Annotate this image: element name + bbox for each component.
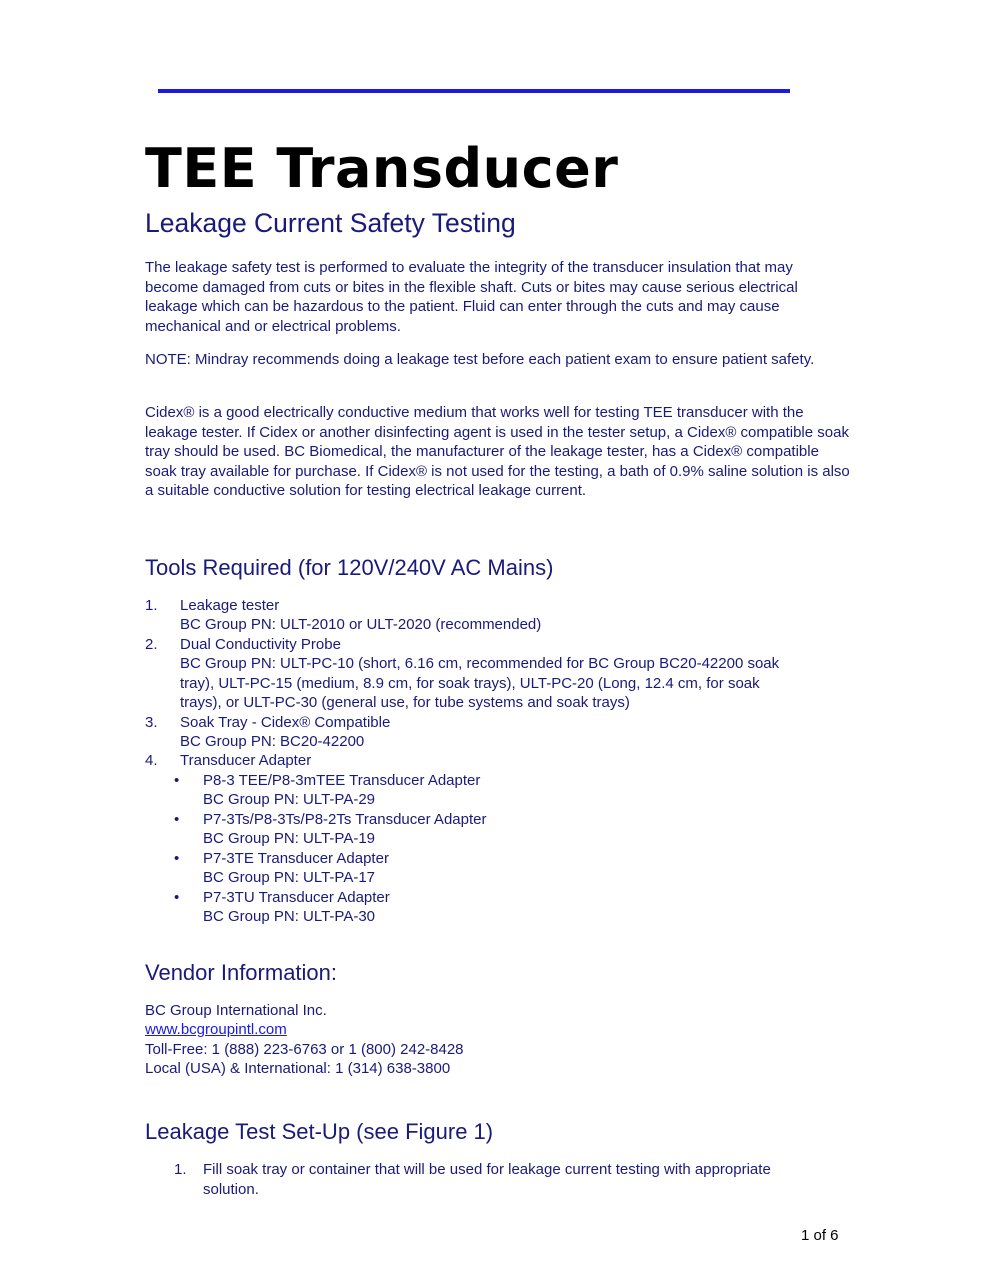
setup-heading: Leakage Test Set-Up (see Figure 1) <box>145 1119 494 1144</box>
adapter-pn: BC Group PN: ULT-PA-30 <box>203 908 376 925</box>
bullet-icon: • <box>174 772 180 789</box>
list-item-detail: BC Group PN: BC20-42200 <box>180 733 365 750</box>
adapter-name: P7-3TE Transducer Adapter <box>203 850 389 867</box>
adapter-name: P8-3 TEE/P8-3mTEE Transducer Adapter <box>203 772 481 789</box>
page-number: 1 of 6 <box>801 1227 839 1244</box>
list-item-detail: BC Group PN: ULT-2010 or ULT-2020 (recommended) <box>180 616 542 633</box>
vendor-heading: Vendor Information: <box>145 960 338 985</box>
adapter-pn: BC Group PN: ULT-PA-19 <box>203 830 376 847</box>
header-rule <box>158 89 790 93</box>
list-number: 3. <box>145 714 158 731</box>
adapter-name: P7-3Ts/P8-3Ts/P8-2Ts Transducer Adapter <box>203 811 487 828</box>
list-item-name: Leakage tester <box>180 597 280 614</box>
list-item-name: Dual Conductivity Probe <box>180 636 341 653</box>
list-number: 4. <box>145 752 158 769</box>
adapter-name: P7-3TU Transducer Adapter <box>203 889 390 906</box>
note-paragraph: NOTE: Mindray recommends doing a leakage test before each patient exam to ensure patient safety. <box>145 351 815 368</box>
list-item-name: Transducer Adapter <box>180 752 312 769</box>
step-text: solution. <box>203 1181 259 1198</box>
cidex-paragraph: Cidex® is a good electrically conductive medium that works well for testing TEE transducer with the leakage tester. If Cidex or another disinfecting agent is used in the tester setup, a Cidex® compatible soak tray should be used. BC Biomedical, the manufacturer of the leakage tester, has a Cidex® compatible soak tray available for purchase. If Cidex® is not used for the testing, a bath of 0.9% saline solution is also a suitable conductive solution for testing electrical leakage current. <box>145 404 850 499</box>
list-item-detail: BC Group PN: ULT-PC-10 (short, 6.16 cm, recommended for BC Group BC20-42200 soak <box>180 655 780 672</box>
vendor-toll-free: Toll-Free: 1 (888) 223-6763 or 1 (800) 242-8428 <box>145 1041 464 1058</box>
bullet-icon: • <box>174 811 180 828</box>
list-number: 2. <box>145 636 158 653</box>
step-text: Fill soak tray or container that will be used for leakage current testing with appropriate <box>203 1161 771 1178</box>
intro-paragraph: The leakage safety test is performed to evaluate the integrity of the transducer insulation that may become damaged from cuts or bites in the flexible shaft. Cuts or bites may cause serious electrical leakage which can be hazardous to the patient. Fluid can enter through the cuts and may cause mechanical and or electrical problems. <box>145 259 798 335</box>
bullet-icon: • <box>174 889 180 906</box>
vendor-local-phone: Local (USA) & International: 1 (314) 638-3800 <box>145 1060 451 1077</box>
list-item-detail: trays), or ULT-PC-30 (general use, for tube systems and soak trays) <box>180 694 630 711</box>
list-item-name: Soak Tray - Cidex® Compatible <box>180 714 391 731</box>
vendor-company: BC Group International Inc. <box>145 1002 327 1019</box>
tools-heading: Tools Required (for 120V/240V AC Mains) <box>145 555 554 580</box>
bullet-icon: • <box>174 850 180 867</box>
list-number: 1. <box>145 597 158 614</box>
adapter-pn: BC Group PN: ULT-PA-29 <box>203 791 376 808</box>
list-number: 1. <box>174 1161 187 1178</box>
document-subtitle: Leakage Current Safety Testing <box>145 208 516 238</box>
list-item-detail: tray), ULT-PC-15 (medium, 8.9 cm, for soak trays), ULT-PC-20 (Long, 12.4 cm, for soak <box>180 675 760 692</box>
adapter-pn: BC Group PN: ULT-PA-17 <box>203 869 376 886</box>
document-title: TEE Transducer <box>145 137 619 200</box>
vendor-website-link[interactable]: www.bcgroupintl.com <box>145 1021 287 1038</box>
